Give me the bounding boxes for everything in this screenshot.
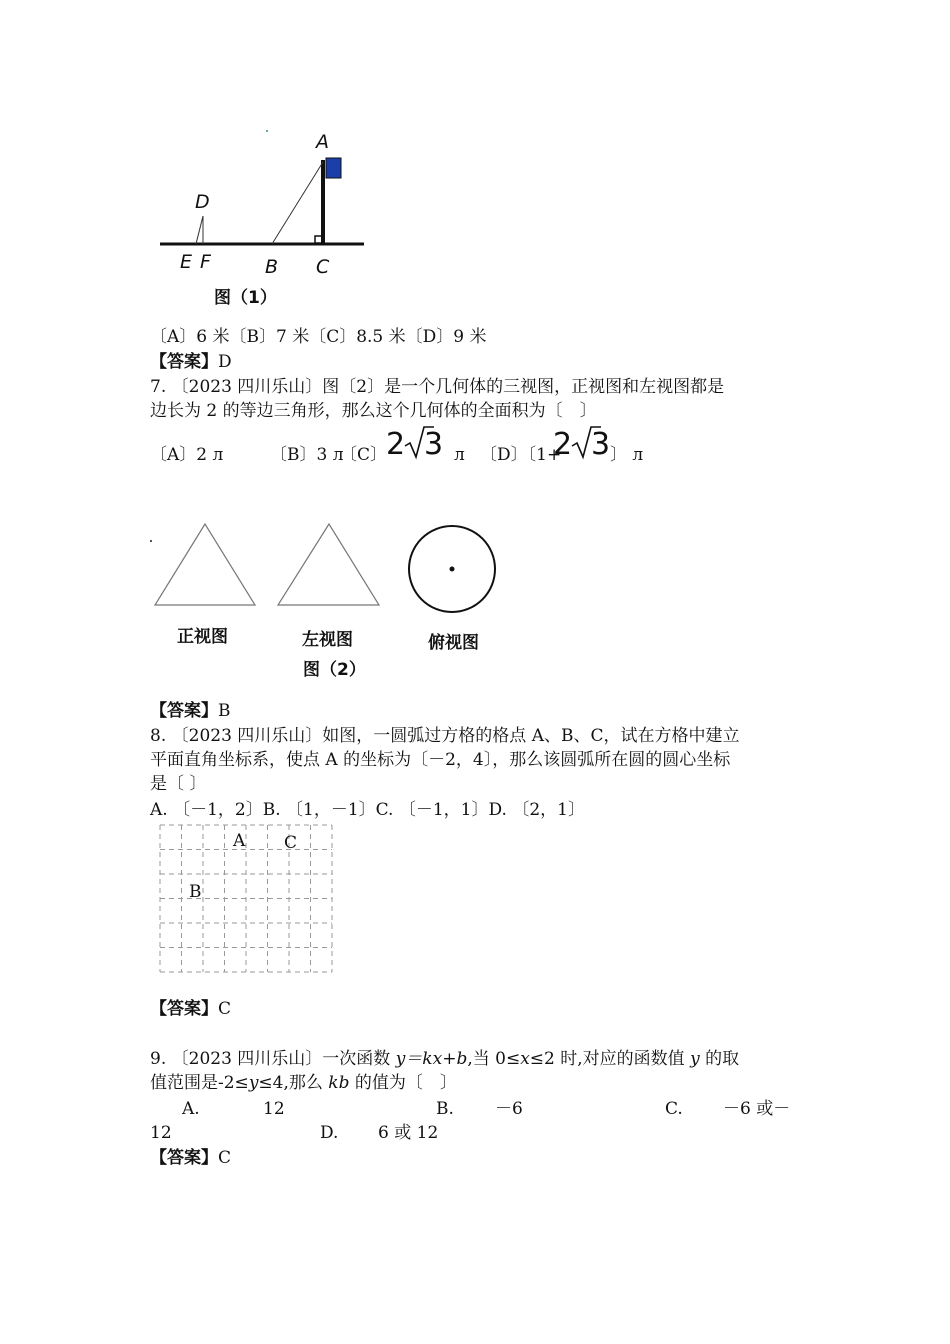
q9-line-2-c: 的值为〔 〕 [349, 1073, 457, 1093]
q7-option-d-radicand: 3 [591, 427, 611, 462]
answer-label: 【答案】 [150, 701, 218, 721]
q9-option-b: －6 [495, 1099, 523, 1119]
q9-option-a-label: A. [182, 1099, 200, 1119]
answer-value: D [218, 352, 232, 372]
figure-1-caption: 图（1） [214, 288, 277, 308]
q9-var-x: x [520, 1049, 530, 1069]
q7-option-c-coefficient: 2 [386, 427, 406, 462]
answer-value: C [218, 1148, 232, 1168]
q9-kb: kb [328, 1073, 350, 1093]
q7-option-b: 〔B〕3 л [270, 445, 344, 465]
q6-answer [150, 350, 232, 374]
q8-options: A. 〔－1，2〕B. 〔1，－1〕C. 〔－1，1〕D. 〔2，1〕 [150, 800, 585, 820]
answer-label: 【答案】 [150, 1148, 218, 1168]
label-point-a: A [316, 131, 329, 153]
answer-label: 【答案】 [150, 352, 218, 372]
q9-option-c-continued: 12 [150, 1123, 172, 1143]
q7-option-d-prefix: 〔D〕〔1+ [480, 445, 562, 465]
q7-option-c-radicand: 3 [424, 427, 444, 462]
q7-option-d-suffix: 〕 л [610, 445, 644, 465]
q9-mid-2: ≤2 时,对应的函数值 [529, 1049, 691, 1069]
q9-var-y: y [248, 1073, 259, 1093]
top-view-center-dot [450, 567, 455, 572]
q9-mid-1: ,当 0≤ [467, 1049, 521, 1069]
q7-answer [150, 699, 231, 723]
front-view-triangle [155, 524, 255, 605]
q9-option-c: －6 或－ [723, 1099, 791, 1119]
label-point-c: C [316, 256, 330, 278]
q9-option-a: 12 [263, 1099, 285, 1119]
label-point-f: F [200, 251, 211, 273]
q8-line-3: 是〔 〕 [150, 774, 207, 794]
q9-line-2 [150, 1071, 457, 1095]
answer-value: C [218, 999, 232, 1019]
grid-point-a: A [233, 831, 246, 851]
stray-dot [266, 130, 268, 132]
right-angle-mark [315, 236, 322, 243]
label-point-b: B [265, 256, 279, 278]
q7-option-d-coefficient: 2 [553, 427, 573, 462]
figure-1 [0, 0, 950, 320]
q7-option-c-prefix: 〔C〕 [340, 445, 388, 465]
q9-prefix: 9. 〔2023 四川乐山〕一次函数 [150, 1049, 396, 1069]
q9-option-d-label: D. [320, 1123, 339, 1143]
top-view-label: 俯视图 [428, 633, 479, 653]
q8-line-2: 平面直角坐标系，使点 A 的坐标为〔－2，4〕，那么该圆弧所在圆的圆心坐标 [150, 750, 731, 770]
left-view-triangle [278, 524, 379, 605]
q7-option-c-suffix: л [454, 445, 465, 465]
q6-options: 〔A〕6 米〔B〕7 米〔C〕8.5 米〔D〕9 米 [150, 327, 487, 347]
flag-icon [326, 158, 341, 178]
q9-line-2-a: 值范围是-2≤ [150, 1073, 249, 1093]
grid-point-b: B [189, 882, 202, 902]
q8-answer [150, 997, 231, 1021]
answer-value: B [218, 701, 231, 721]
figure-2-caption: 图（2） [303, 660, 366, 680]
q7-option-a: 〔A〕2 л [150, 445, 224, 465]
q7-line-2: 边长为 2 的等边三角形，那么这个几何体的全面积为〔 〕 [150, 401, 597, 421]
stray-dot [150, 540, 152, 542]
grid-point-c: C [284, 833, 298, 853]
q9-option-d: 6 或 12 [378, 1123, 439, 1143]
q7-line-1: 7. 〔2023 四川乐山〕图〔2〕是一个几何体的三视图，正视图和左视图都是 [150, 377, 725, 397]
q9-answer [150, 1146, 231, 1170]
sight-line-de [196, 216, 203, 244]
answer-label: 【答案】 [150, 999, 218, 1019]
front-view-label: 正视图 [177, 627, 228, 647]
q9-function: y＝kx+b [395, 1049, 468, 1069]
q9-var-y: y [690, 1049, 700, 1069]
sight-line-ab [272, 162, 323, 244]
q9-tail: 的取 [699, 1049, 740, 1069]
q9-line-1 [150, 1047, 739, 1071]
left-view-label: 左视图 [302, 630, 353, 650]
q9-line-2-b: ≤4,那么 [258, 1073, 329, 1093]
q9-option-c-label: C. [665, 1099, 683, 1119]
label-point-d: D [195, 191, 210, 213]
q9-option-b-label: B. [436, 1099, 454, 1119]
q8-line-1: 8. 〔2023 四川乐山〕如图，一圆弧过方格的格点 A、B、C，试在方格中建立 [150, 726, 740, 746]
figure-2 [0, 500, 950, 700]
label-point-e: E [180, 251, 193, 273]
